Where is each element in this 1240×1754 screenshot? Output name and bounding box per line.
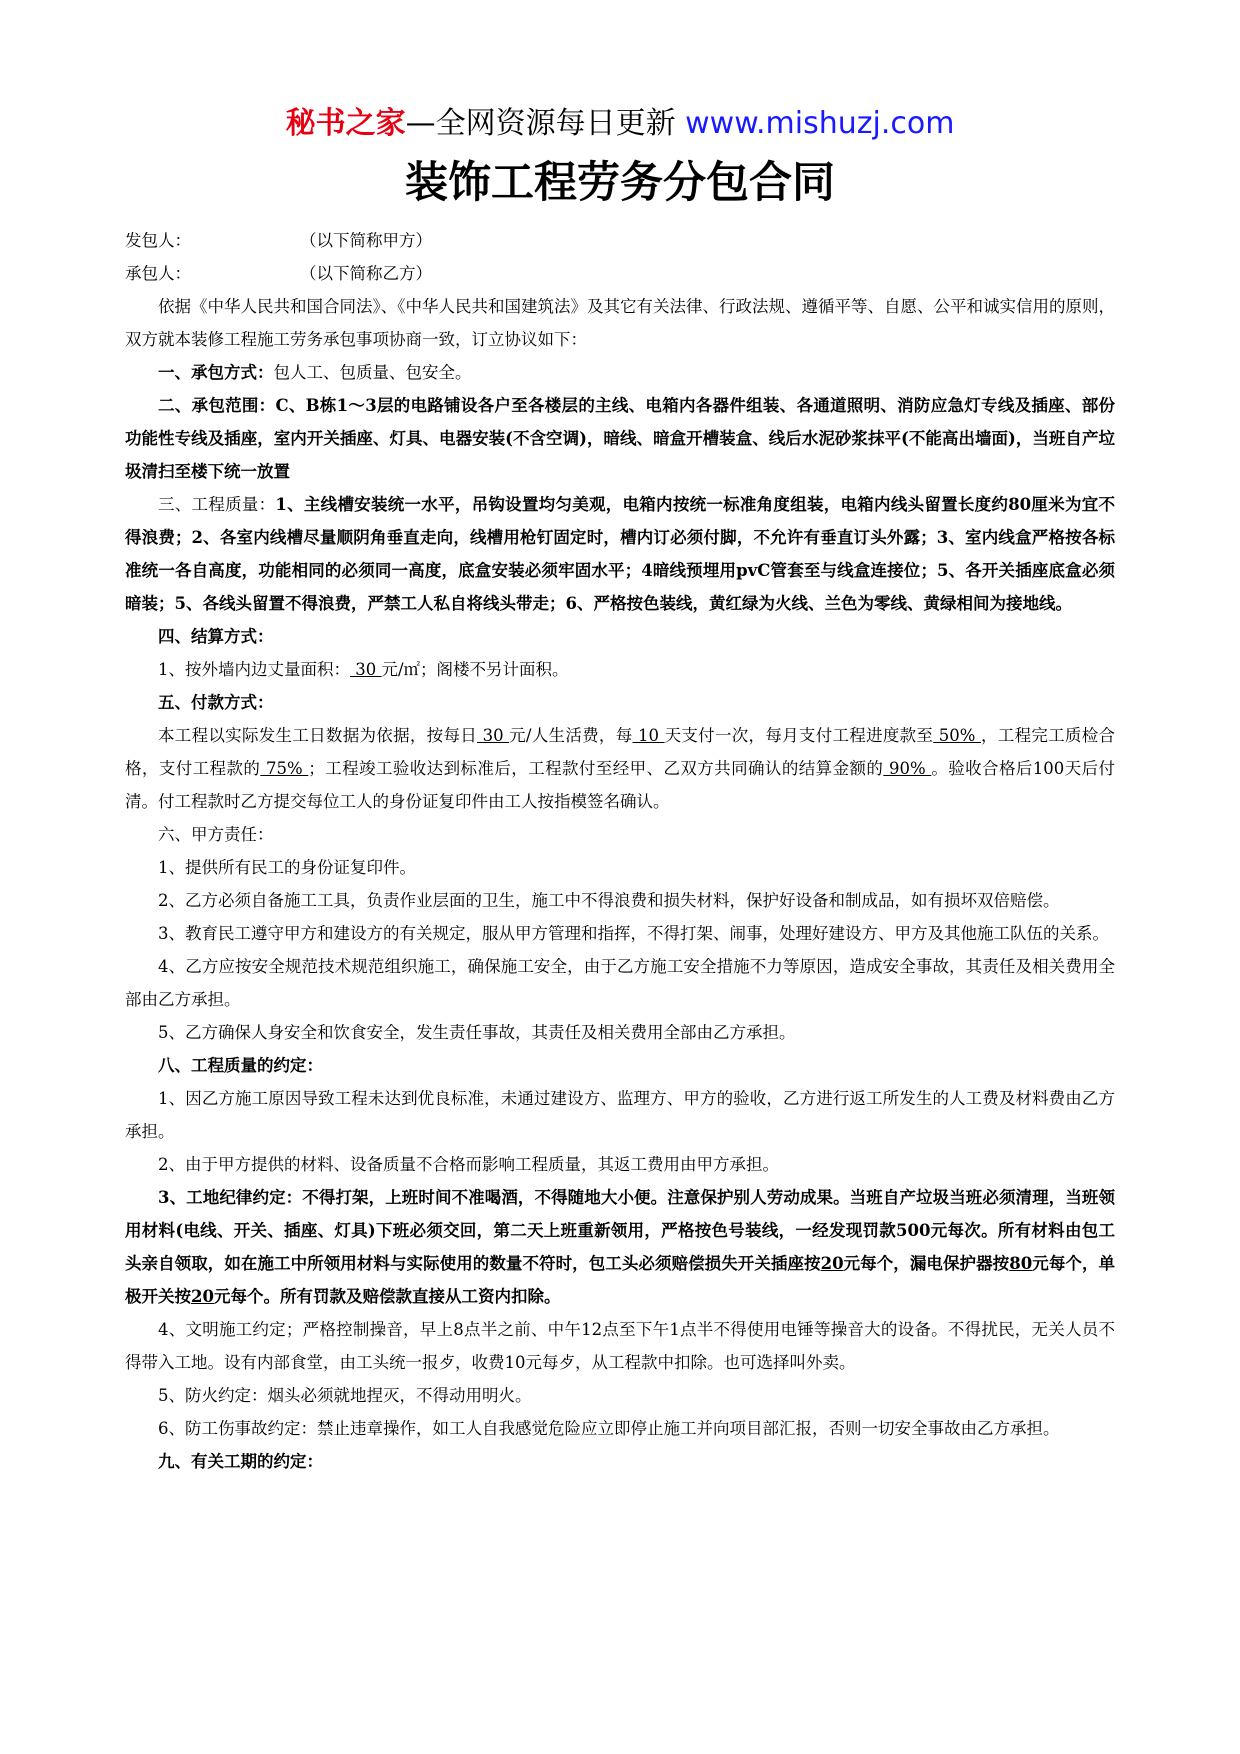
section-5-heading: 五、付款方式： (158, 693, 274, 712)
daily-allowance-value: 30 (477, 726, 510, 745)
section-5-text-2: 元/人生活费，每 (509, 726, 633, 745)
intro-paragraph: 依据《中华人民共和国合同法》、《中华人民共和国建筑法》及其它有关法律、行政法规、遵循平等、自愿、公平和诚实信用的原则，双方就本装修工程施工劳务承包事项协商一致，订立协议如下： (125, 297, 1115, 349)
section-8-item: 2、由于甲方提供的材料、设备质量不合格而影响工程质量，其返工费用由甲方承担。 (158, 1155, 779, 1174)
final-payment-value: 90% (883, 759, 932, 778)
section-8-heading: 八、工程质量的约定： (158, 1056, 323, 1075)
discipline-text-4: 元每个。所有罚款及赔偿款直接从工资内扣除。 (213, 1287, 561, 1306)
contractor-line (125, 257, 1115, 290)
switch-penalty-value: 20 (820, 1254, 844, 1273)
banner-slogan: —全网资源每日更新 (405, 106, 686, 141)
section-6-item: 5、乙方确保人身安全和饮食安全，发生责任事故，其责任及相关费用全部由乙方承担。 (158, 1023, 796, 1042)
section-4-heading: 四、结算方式： (158, 627, 274, 646)
section-8-item: 1、因乙方施工原因导致工程未达到优良标准，未通过建设方、监理方、甲方的验收，乙方进行返工所发生的人工费及材料费由乙方承担。 (125, 1089, 1115, 1141)
discipline-text-2: 元每个，漏电保护器按 (843, 1254, 1010, 1273)
contractor-label: 承包人： (125, 264, 191, 283)
breaker-penalty-value: 80 (1009, 1254, 1033, 1273)
progress-payment-value: 50% (933, 726, 981, 745)
section-6-item: 2、乙方必须自备施工工具，负责作业层面的卫生，施工中不得浪费和损失材料，保护好设备和制成品，如有损坏双倍赔偿。 (158, 891, 1060, 910)
section-3-heading: 三、工程质量： (158, 495, 276, 514)
completion-payment-value: 75% (260, 759, 309, 778)
section-1-heading: 一、承包方式： (158, 363, 274, 382)
document-title: 装饰工程劳务分包合同 (405, 158, 835, 208)
section-4-item-prefix: 1、按外墙内边丈量面积： (158, 660, 350, 679)
single-switch-penalty-value: 20 (191, 1287, 214, 1306)
section-6-heading: 六、甲方责任： (158, 825, 274, 844)
discipline-text-3: 元每个，单极开关按 (125, 1254, 1116, 1306)
section-4-item-suffix: 元/㎡；阁楼不另计面积。 (381, 660, 569, 679)
section-6-item: 3、教育民工遵守甲方和建设方的有关规定，服从甲方管理和指挥，不得打架、闹事，处理好建设方、甲方及其他施工队伍的关系。 (158, 924, 1109, 943)
discipline-text-1: 3、工地纪律约定：不得打架，上班时间不准喝酒，不得随地大小便。注意保护别人劳动成果。当班自产垃圾当班必须清理，当班领用材料(电线、开关、插座、灯具)下班必须交回，第二天上班重新领用，严格按色号装线，一经发现罚款500元每次。所有材料由包工头亲自领取，如在施工中所领用材料与实际使用的数量不符时，包工头必须赔偿损失开关插座按 (125, 1188, 1115, 1273)
banner-url-link[interactable]: www.mishuzj.com (685, 106, 955, 141)
banner-brand: 秘书之家 (285, 106, 406, 141)
section-5-text-3: 天支付一次，每月支付工程进度款至 (664, 726, 934, 745)
section-8-item: 6、防工伤事故约定：禁止违章操作，如工人自我感觉危险应立即停止施工并向项目部汇报，否则一切安全事故由乙方承担。 (158, 1419, 1060, 1438)
section-8-item: 5、防火约定：烟头必须就地捏灭，不得动用明火。 (158, 1386, 532, 1405)
section-5-text-6: 。验收合格后100天后付清。付工程款时乙方提交每位工人的身份证复印件由工人按指模签名确认。 (125, 759, 1116, 811)
section-2-paragraph: 二、承包范围：C、B栋1～3层的电路铺设各户至各楼层的主线、电箱内各器件组装、各通道照明、消防应急灯专线及插座、部份功能性专线及插座，室内开关插座、灯具、电器安装(不含空调)，暗线、暗盒开槽装盒、线后水泥砂浆抹平(不能高出墙面)，当班自产垃圾清扫至楼下统一放置 (125, 396, 1115, 481)
section-1-text: 包人工、包质量、包安全。 (273, 363, 472, 382)
section-5-text-5: ；工程竣工验收达到标准后，工程款付至经甲、乙双方共同确认的结算金额的 (308, 759, 884, 778)
employer-label: 发包人： (125, 231, 191, 250)
section-3-text: 1、主线槽安装统一水平，吊钩设置均匀美观，电箱内按统一标准角度组装，电箱内线头留置长度约80厘米为宜不得浪费；2、各室内线槽尽量顺阴角垂直走向，线槽用枪钉固定时，槽内订必须付脚，不允许有垂直订头外露；3、室内线盒严格按各标准统一各自高度，功能相同的必须同一高度，底盒安装必须牢固水平；4暗线预埋用pvC管套至与线盒连接位；5、各开关插座底盒必须暗装；5、各线头留置不得浪费，严禁工人私自将线头带走；6、严格按色装线，黄红绿为火线、兰色为零线、黄绿相间为接地线。 (125, 495, 1115, 613)
section-4-item (125, 653, 1115, 686)
section-9-heading: 九、有关工期的约定： (158, 1452, 323, 1471)
section-4-rate: 30 (350, 660, 382, 679)
section-5-paragraph (125, 719, 1115, 818)
document-page (125, 100, 1115, 1478)
section-3-paragraph (125, 488, 1115, 620)
section-6-item: 1、提供所有民工的身份证复印件。 (158, 858, 416, 877)
payment-interval-value: 10 (632, 726, 665, 745)
section-6-item: 4、乙方应按安全规范技术规范组织施工，确保施工安全，由于乙方施工安全措施不力等原因，造成安全事故，其责任及相关费用全部由乙方承担。 (125, 957, 1115, 1009)
section-1-paragraph (125, 356, 1115, 389)
employer-line (125, 224, 1115, 257)
contractor-note: （以下简称乙方） (300, 264, 432, 283)
employer-note: （以下简称甲方） (300, 231, 432, 250)
section-8-discipline-item (125, 1181, 1115, 1313)
section-5-text-1: 本工程以实际发生工日数据为依据，按每日 (158, 726, 478, 745)
section-8-item: 4、文明施工约定；严格控制操音，早上8点半之前、中午12点至下午1点半不得使用电锤等操音大的设备。不得扰民，无关人员不得带入工地。设有内部食堂，由工头统一报歺，收费10元每歺，从工程款中扣除。也可选择叫外卖。 (125, 1320, 1115, 1372)
section-5-text-4: ，工程完工质检合格，支付工程款的 (125, 726, 1116, 778)
site-banner (125, 100, 1115, 148)
